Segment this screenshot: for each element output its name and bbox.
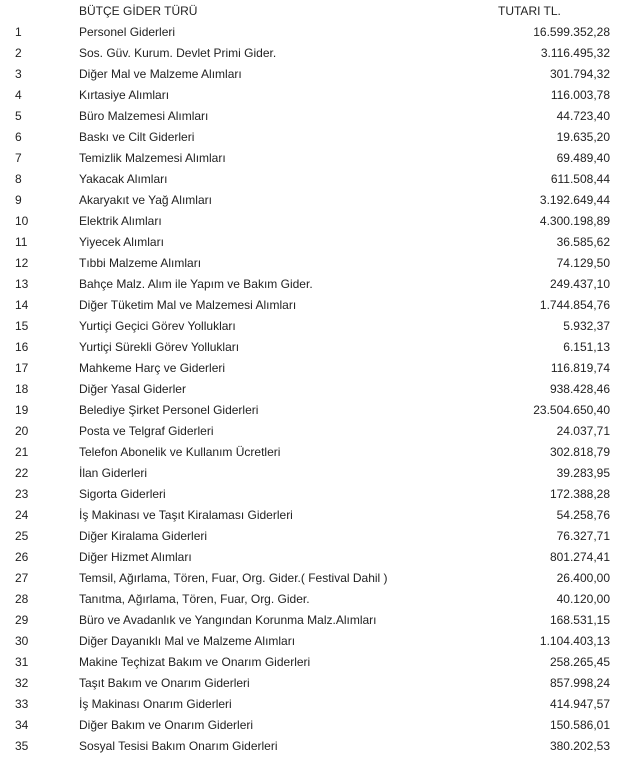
expense-type: Sos. Güv. Kurum. Devlet Primi Gider. bbox=[79, 46, 277, 60]
expense-amount: 54.258,76 bbox=[556, 508, 610, 522]
expense-amount: 414.947,57 bbox=[549, 697, 610, 711]
table-row bbox=[0, 736, 643, 757]
row-number: 28 bbox=[15, 592, 29, 606]
expense-amount: 40.120,00 bbox=[556, 592, 610, 606]
expense-amount: 74.129,50 bbox=[556, 256, 610, 270]
row-number: 25 bbox=[15, 529, 29, 543]
table-row bbox=[0, 169, 643, 190]
expense-type: Mahkeme Harç ve Giderleri bbox=[79, 361, 226, 375]
row-number: 13 bbox=[15, 277, 29, 291]
expense-amount: 857.998,24 bbox=[549, 676, 610, 690]
table-row bbox=[0, 589, 643, 610]
table-header bbox=[0, 0, 643, 22]
expense-amount: 611.508,44 bbox=[550, 172, 610, 186]
expense-type: Diğer Yasal Giderler bbox=[79, 382, 186, 396]
expense-type: Büro Malzemesi Alımları bbox=[79, 109, 209, 123]
expense-type: Yakacak Alımları bbox=[79, 172, 168, 186]
row-number: 34 bbox=[15, 718, 29, 732]
row-number: 14 bbox=[15, 298, 29, 312]
table-row bbox=[0, 64, 643, 85]
expense-type: Posta ve Telgraf Giderleri bbox=[79, 424, 214, 438]
table-row bbox=[0, 190, 643, 211]
expense-type: Diğer Bakım ve Onarım Giderleri bbox=[79, 718, 254, 732]
expense-amount: 76.327,71 bbox=[556, 529, 610, 543]
row-number: 12 bbox=[15, 256, 29, 270]
expense-amount: 116.003,78 bbox=[550, 88, 610, 102]
expense-amount: 5.932,37 bbox=[563, 319, 610, 333]
expense-type: Diğer Mal ve Malzeme Alımları bbox=[79, 67, 242, 81]
table-row bbox=[0, 652, 643, 673]
expense-amount: 150.586,01 bbox=[549, 718, 610, 732]
table-row bbox=[0, 274, 643, 295]
row-number: 10 bbox=[15, 214, 29, 228]
table-row bbox=[0, 43, 643, 64]
table-row bbox=[0, 232, 643, 253]
table-row bbox=[0, 631, 643, 652]
expense-type: İş Makinası ve Taşıt Kiralaması Giderleri bbox=[79, 508, 293, 522]
expense-type: Makine Teçhizat Bakım ve Onarım Giderleri bbox=[79, 655, 311, 669]
expense-amount: 24.037,71 bbox=[556, 424, 610, 438]
expense-type: Tanıtma, Ağırlama, Tören, Fuar, Org. Gider. bbox=[79, 592, 310, 606]
table-row bbox=[0, 106, 643, 127]
row-number: 26 bbox=[15, 550, 29, 564]
expense-amount: 69.489,40 bbox=[556, 151, 610, 165]
expense-amount: 938.428,46 bbox=[549, 382, 610, 396]
table-row bbox=[0, 316, 643, 337]
row-number: 19 bbox=[15, 403, 29, 417]
expense-type: Yurtiçi Sürekli Görev Yollukları bbox=[79, 340, 240, 354]
expense-type: Baskı ve Cilt Giderleri bbox=[79, 130, 195, 144]
expense-amount: 801.274,41 bbox=[549, 550, 610, 564]
expense-type: Elektrik Alımları bbox=[79, 214, 162, 228]
expense-amount: 302.818,79 bbox=[549, 445, 610, 459]
expense-type: Taşıt Bakım ve Onarım Giderleri bbox=[79, 676, 250, 690]
table-row bbox=[0, 547, 643, 568]
row-number: 9 bbox=[15, 193, 22, 207]
column-header-expense-type: BÜTÇE GİDER TÜRÜ bbox=[79, 4, 198, 18]
expense-amount: 1.104.403,13 bbox=[539, 634, 610, 648]
expense-type: Sosyal Tesisi Bakım Onarım Giderleri bbox=[79, 739, 278, 753]
expense-amount: 116.819,74 bbox=[550, 361, 610, 375]
row-number: 29 bbox=[15, 613, 29, 627]
expense-type: Tıbbi Malzeme Alımları bbox=[79, 256, 202, 270]
expense-amount: 19.635,20 bbox=[556, 130, 610, 144]
expense-type: Personel Giderleri bbox=[79, 25, 176, 39]
table-row bbox=[0, 568, 643, 589]
expense-amount: 301.794,32 bbox=[549, 67, 610, 81]
expense-type: Telefon Abonelik ve Kullanım Ücretleri bbox=[79, 445, 281, 459]
expense-type: Akaryakıt ve Yağ Alımları bbox=[79, 193, 212, 207]
table-body bbox=[0, 22, 643, 757]
table-row bbox=[0, 484, 643, 505]
row-number: 35 bbox=[15, 739, 29, 753]
expense-amount: 1.744.854,76 bbox=[539, 298, 610, 312]
row-number: 20 bbox=[15, 424, 29, 438]
table-row bbox=[0, 505, 643, 526]
row-number: 2 bbox=[15, 46, 22, 60]
row-number: 11 bbox=[15, 235, 28, 249]
table-row bbox=[0, 673, 643, 694]
row-number: 3 bbox=[15, 67, 22, 81]
table-row bbox=[0, 463, 643, 484]
row-number: 18 bbox=[15, 382, 29, 396]
table-row bbox=[0, 211, 643, 232]
table-row bbox=[0, 694, 643, 715]
column-header-amount: TUTARI TL. bbox=[498, 4, 561, 18]
expense-type: İlan Giderleri bbox=[79, 466, 148, 480]
expense-type: İş Makinası Onarım Giderleri bbox=[79, 697, 232, 711]
table-row bbox=[0, 127, 643, 148]
expense-amount: 380.202,53 bbox=[549, 739, 610, 753]
table-row bbox=[0, 295, 643, 316]
expense-type: Belediye Şirket Personel Giderleri bbox=[79, 403, 259, 417]
table-row bbox=[0, 526, 643, 547]
table-row bbox=[0, 610, 643, 631]
expense-amount: 258.265,45 bbox=[549, 655, 610, 669]
row-number: 6 bbox=[15, 130, 22, 144]
expense-amount: 26.400,00 bbox=[556, 571, 610, 585]
expense-amount: 39.283,95 bbox=[556, 466, 610, 480]
row-number: 23 bbox=[15, 487, 29, 501]
row-number: 21 bbox=[15, 445, 29, 459]
expense-amount: 3.116.495,32 bbox=[540, 46, 610, 60]
expense-type: Sigorta Giderleri bbox=[79, 487, 166, 501]
row-number: 33 bbox=[15, 697, 29, 711]
table-row bbox=[0, 400, 643, 421]
expense-type: Temsil, Ağırlama, Tören, Fuar, Org. Gider.( Festival Dahil ) bbox=[79, 571, 388, 585]
expense-type: Temizlik Malzemesi Alımları bbox=[79, 151, 226, 165]
row-number: 27 bbox=[15, 571, 29, 585]
table-row bbox=[0, 85, 643, 106]
row-number: 17 bbox=[15, 361, 29, 375]
row-number: 5 bbox=[15, 109, 22, 123]
expense-type: Bahçe Malz. Alım ile Yapım ve Bakım Gider. bbox=[79, 277, 313, 291]
expense-type: Yiyecek Alımları bbox=[79, 235, 164, 249]
table-row bbox=[0, 442, 643, 463]
expense-type: Diğer Dayanıklı Mal ve Malzeme Alımları bbox=[79, 634, 296, 648]
row-number: 8 bbox=[15, 172, 22, 186]
expense-amount: 23.504.650,40 bbox=[533, 403, 610, 417]
expense-amount: 4.300.198,89 bbox=[539, 214, 610, 228]
expense-amount: 172.388,28 bbox=[549, 487, 610, 501]
expense-amount: 16.599.352,28 bbox=[533, 25, 610, 39]
table-row bbox=[0, 379, 643, 400]
table-row bbox=[0, 253, 643, 274]
expense-type: Yurtiçi Geçici Görev Yollukları bbox=[79, 319, 236, 333]
expense-amount: 36.585,62 bbox=[556, 235, 610, 249]
row-number: 16 bbox=[15, 340, 29, 354]
expense-type: Diğer Hizmet Alımları bbox=[79, 550, 192, 564]
expense-type: Büro ve Avadanlık ve Yangından Korunma Malz.Alımları bbox=[79, 613, 377, 627]
table-row bbox=[0, 337, 643, 358]
row-number: 1 bbox=[15, 25, 22, 39]
table-row bbox=[0, 358, 643, 379]
row-number: 22 bbox=[15, 466, 29, 480]
expense-amount: 6.151,13 bbox=[563, 340, 610, 354]
expense-type: Diğer Tüketim Mal ve Malzemesi Alımları bbox=[79, 298, 297, 312]
expense-type: Diğer Kiralama Giderleri bbox=[79, 529, 208, 543]
table-row bbox=[0, 421, 643, 442]
table-row bbox=[0, 148, 643, 169]
expense-amount: 44.723,40 bbox=[556, 109, 610, 123]
row-number: 32 bbox=[15, 676, 29, 690]
expense-amount: 249.437,10 bbox=[549, 277, 610, 291]
row-number: 15 bbox=[15, 319, 29, 333]
row-number: 4 bbox=[15, 88, 22, 102]
table-row bbox=[0, 22, 643, 43]
table-row bbox=[0, 715, 643, 736]
row-number: 30 bbox=[15, 634, 29, 648]
row-number: 24 bbox=[15, 508, 29, 522]
expense-amount: 168.531,15 bbox=[549, 613, 610, 627]
expense-type: Kırtasiye Alımları bbox=[79, 88, 170, 102]
row-number: 7 bbox=[15, 151, 22, 165]
expense-amount: 3.192.649,44 bbox=[539, 193, 610, 207]
row-number: 31 bbox=[15, 655, 29, 669]
